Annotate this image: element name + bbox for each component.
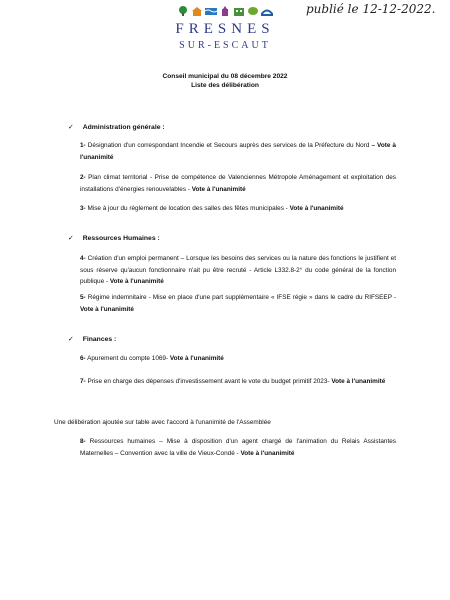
section-administration bbox=[68, 123, 165, 132]
item-number: 3- bbox=[80, 205, 86, 212]
logo-icons bbox=[150, 3, 300, 16]
item-vote: Vote à l'unanimité bbox=[240, 449, 295, 457]
item-number: 5- bbox=[80, 294, 86, 301]
item-text: Plan climat territorial - Prise de compétence de Valenciennes Métropole Aménagement et exploitation des installations d'énergies renouvelables - bbox=[80, 174, 396, 193]
section-finances bbox=[68, 335, 116, 344]
logo-subtitle: SUR-ESCAUT bbox=[179, 40, 271, 51]
church-icon bbox=[219, 3, 231, 13]
item-vote: Vote à l'unanimité bbox=[331, 378, 386, 385]
item-number: 1- bbox=[80, 142, 86, 149]
added-deliberation-note: Une délibération ajoutée sur table avec l'accord à l'unanimité de l'Assemblée bbox=[54, 419, 271, 426]
checkmark-icon: ✓ bbox=[68, 336, 74, 343]
checkmark-icon: ✓ bbox=[68, 235, 74, 242]
section-ressources-humaines bbox=[68, 234, 160, 243]
checkmark-icon: ✓ bbox=[68, 124, 74, 131]
wave-icon bbox=[205, 3, 217, 13]
list-item bbox=[80, 172, 396, 195]
item-text: Apurement du compte 1069- bbox=[85, 355, 170, 362]
item-number: 4- bbox=[80, 255, 86, 262]
item-vote: Vote à l'unanimité bbox=[289, 205, 344, 212]
building-icon bbox=[233, 3, 245, 13]
bridge-icon bbox=[261, 3, 273, 13]
section-title: Administration générale : bbox=[82, 124, 165, 131]
item-text: Création d'un emploi permanent – Lorsque les besoins des services ou la nature des fonctions le justifient et sous réserve qu'aucun fonctionnaire n'ait pu être recruté - Article L332.8-2° du code général de la fonction publique - bbox=[80, 255, 396, 285]
item-text: Désignation d'un correspondant Incendie et Secours auprès des services de la Préfecture du Nord bbox=[85, 142, 372, 149]
document-subtitle: Liste des délibération bbox=[191, 82, 259, 89]
handwritten-publication-note: publié le 12-12-2022. bbox=[306, 2, 436, 16]
item-vote: Vote à l'unanimité bbox=[191, 185, 246, 193]
item-text: Mise à jour du règlement de location des salles des fêtes municipales - bbox=[85, 205, 290, 212]
list-item bbox=[80, 376, 396, 388]
item-vote: Vote à l'unanimité bbox=[80, 305, 134, 313]
item-text: Prise en charge des dépenses d'investissement avant le vote du budget primitif 2023- bbox=[85, 378, 332, 385]
town-logo bbox=[150, 3, 300, 52]
item-vote: Vote à l'unanimité bbox=[169, 355, 224, 362]
section-title: Finances : bbox=[82, 336, 117, 343]
item-text: Régime indemnitaire - Mise en place d'une part supplémentaire « IFSE régie » dans le cadre du RIFSEEP - bbox=[85, 294, 396, 301]
tree-icon bbox=[177, 3, 189, 13]
item-number: 8- bbox=[80, 438, 86, 445]
list-item bbox=[80, 253, 396, 288]
item-number: 2- bbox=[80, 174, 86, 181]
logo-title: FRESNES bbox=[175, 21, 275, 37]
list-item bbox=[80, 140, 396, 163]
item-number: 6- bbox=[80, 355, 86, 362]
item-number: 7- bbox=[80, 378, 86, 385]
list-item bbox=[80, 353, 396, 365]
item-text: Ressources humaines – Mise à disposition d'un agent chargé de l'animation du Relais Assistantes Maternelles – Convention avec la ville de Vieux-Condé - bbox=[80, 438, 396, 457]
list-item bbox=[80, 292, 396, 315]
list-item bbox=[80, 203, 396, 215]
item-vote: – Vote à l'unanimité bbox=[80, 142, 396, 161]
leaf-icon bbox=[247, 3, 259, 13]
document-title: Conseil municipal du 08 décembre 2022 bbox=[162, 73, 288, 80]
section-title: Ressources Humaines : bbox=[82, 235, 160, 242]
list-item bbox=[80, 436, 396, 459]
item-vote: Vote à l'unanimité bbox=[109, 278, 164, 285]
house-icon bbox=[191, 3, 203, 13]
